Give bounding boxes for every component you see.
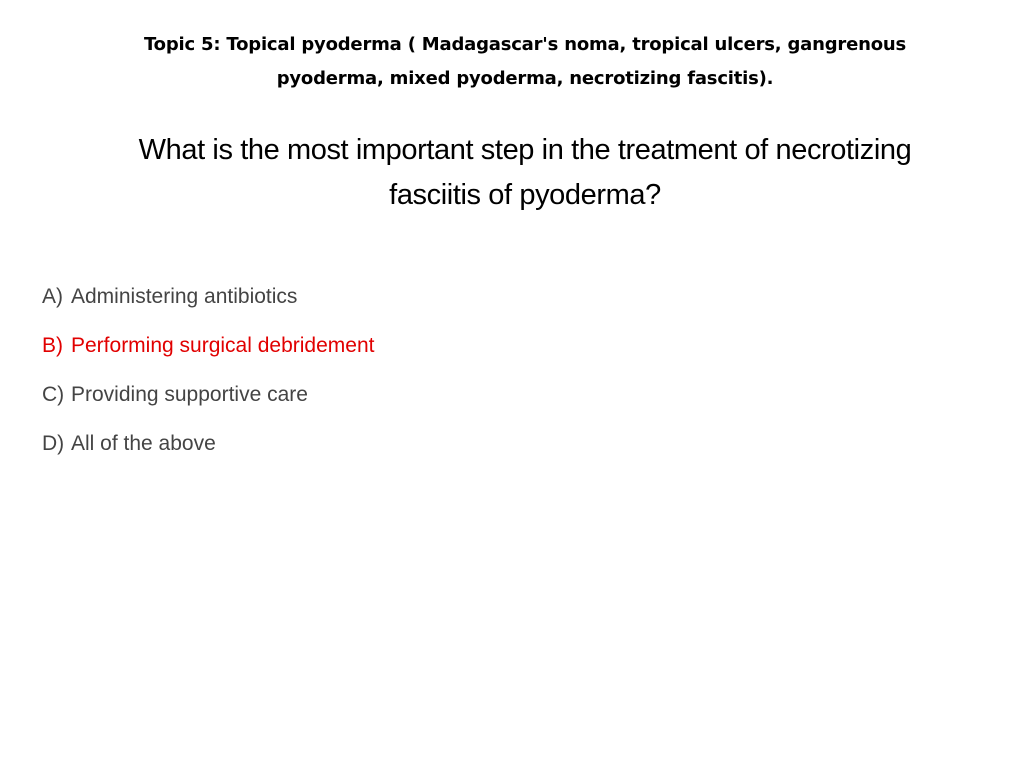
option-text: Administering antibiotics (71, 285, 298, 308)
option-letter: A) (42, 285, 63, 308)
option-c[interactable] (42, 370, 374, 419)
answer-options (42, 272, 374, 468)
option-letter: B) (42, 334, 63, 357)
topic-line-1: Topic 5: Topical pyoderma ( Madagascar's noma, tropical ulcers, gangrenous (143, 34, 907, 55)
option-b[interactable] (42, 321, 374, 370)
option-letter: C) (42, 383, 65, 406)
option-text: Providing supportive care (71, 383, 308, 406)
question-line-1: What is the most important step in the treatment of necrotizing (138, 134, 912, 166)
topic-heading (90, 28, 960, 96)
question-text (60, 128, 990, 218)
question-line-2: fasciitis of pyoderma? (389, 179, 661, 211)
option-d[interactable] (42, 419, 374, 468)
option-a[interactable] (42, 272, 374, 321)
option-text: Performing surgical debridement (71, 334, 375, 357)
topic-line-2: pyoderma, mixed pyoderma, necrotizing fascitis). (276, 68, 774, 89)
option-letter: D) (42, 432, 65, 455)
option-text: All of the above (71, 432, 216, 455)
